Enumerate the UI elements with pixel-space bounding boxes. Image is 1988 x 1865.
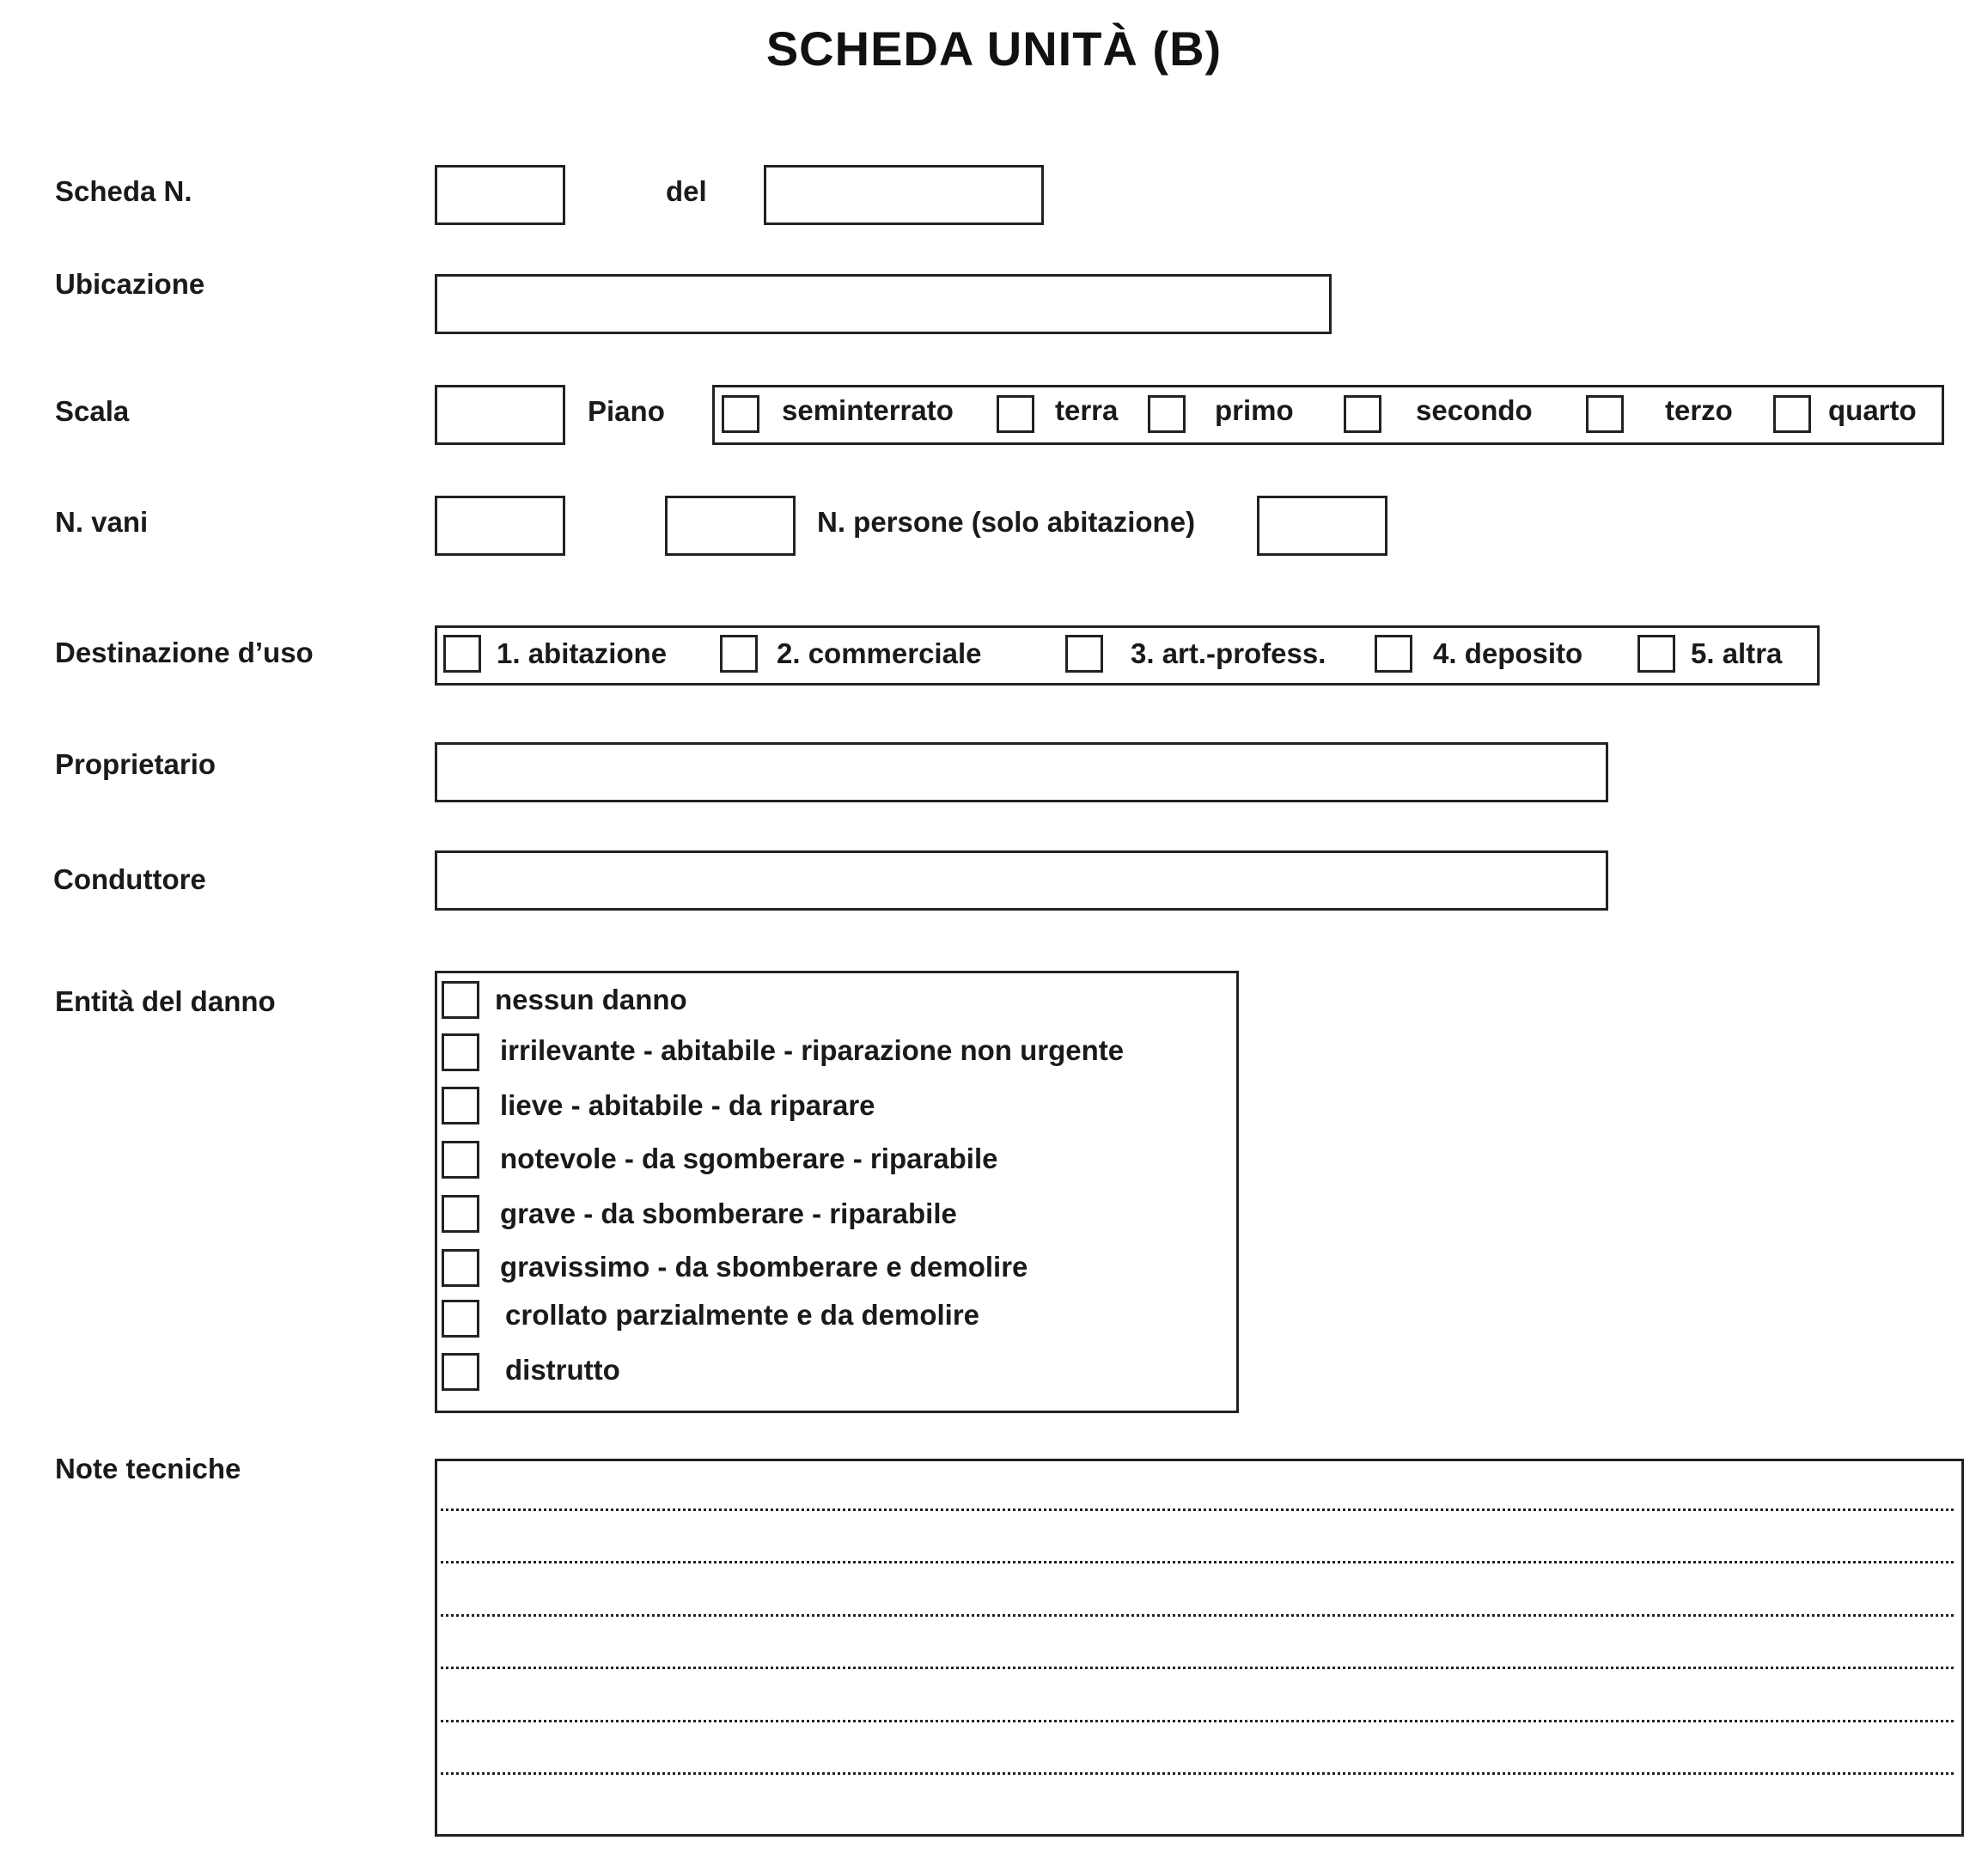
piano-secondo-label: secondo [1416,394,1533,426]
danno-nessun-label: nessun danno [495,984,687,1015]
piano-terzo-label: terzo [1665,394,1733,426]
note-line [435,1561,1954,1563]
danno-notevole-checkbox[interactable] [442,1141,479,1179]
note-line [435,1614,1954,1617]
danno-distrutto-checkbox[interactable] [442,1353,479,1391]
danno-gravissimo-checkbox[interactable] [442,1249,479,1287]
danno-nessun-checkbox[interactable] [442,981,479,1019]
piano-secondo-checkbox[interactable] [1344,395,1381,433]
piano-seminterrato-checkbox[interactable] [722,395,759,433]
scala-field[interactable] [435,385,565,445]
danno-irrilevante-checkbox[interactable] [442,1033,479,1071]
danno-crollato-label: crollato parzialmente e da demolire [505,1299,980,1331]
danno-lieve-label: lieve - abitabile - da riparare [500,1089,875,1121]
scheda-number-label: Scheda N. [55,175,192,207]
destinazione-art-profess-label: 3. art.-profess. [1131,637,1326,669]
n-vani-field[interactable] [435,496,565,556]
piano-primo-label: primo [1215,394,1294,426]
destinazione-deposito-checkbox[interactable] [1375,635,1412,673]
n-persone-field[interactable] [1257,496,1387,556]
date-label: del [666,175,707,207]
page-title: SCHEDA UNITÀ (B) [765,21,1223,76]
danno-notevole-label: notevole - da sgomberare - riparabile [500,1143,998,1174]
destinazione-altra-checkbox[interactable] [1637,635,1675,673]
note-line [435,1772,1954,1775]
piano-terzo-checkbox[interactable] [1586,395,1624,433]
conduttore-field[interactable] [435,850,1608,911]
entita-danno-label: Entità del danno [55,985,276,1017]
danno-crollato-checkbox[interactable] [442,1300,479,1338]
proprietario-field[interactable] [435,742,1608,802]
danno-gravissimo-label: gravissimo - da sbomberare e demolire [500,1251,1028,1283]
ubicazione-label: Ubicazione [55,268,205,300]
destinazione-commerciale-checkbox[interactable] [720,635,758,673]
scheda-number-field[interactable] [435,165,565,225]
ubicazione-field[interactable] [435,274,1332,334]
note-line [435,1508,1954,1511]
piano-seminterrato-label: seminterrato [782,394,954,426]
danno-distrutto-label: distrutto [505,1354,620,1386]
n-vani-label: N. vani [55,506,149,538]
date-field[interactable] [764,165,1044,225]
danno-grave-checkbox[interactable] [442,1195,479,1233]
note-tecniche-field[interactable] [435,1459,1964,1837]
piano-quarto-checkbox[interactable] [1773,395,1811,433]
conduttore-label: Conduttore [53,863,206,895]
destinazione-art-profess-checkbox[interactable] [1065,635,1103,673]
destinazione-commerciale-label: 2. commerciale [777,637,982,669]
scala-label: Scala [55,395,130,427]
destinazione-altra-label: 5. altra [1691,637,1783,669]
proprietario-label: Proprietario [55,748,216,780]
piano-terra-checkbox[interactable] [997,395,1034,433]
note-tecniche-label: Note tecniche [55,1453,241,1484]
piano-quarto-label: quarto [1828,394,1917,426]
piano-primo-checkbox[interactable] [1148,395,1186,433]
note-line [435,1667,1954,1669]
n-persone-label: N. persone (solo abitazione) [817,506,1196,538]
danno-lieve-checkbox[interactable] [442,1087,479,1124]
n-vani-extra-field[interactable] [665,496,796,556]
note-line [435,1720,1954,1722]
danno-irrilevante-label: irrilevante - abitabile - riparazione non urgente [500,1034,1125,1066]
piano-terra-label: terra [1055,394,1119,426]
destinazione-abitazione-label: 1. abitazione [497,637,668,669]
destinazione-label: Destinazione d’uso [55,637,314,668]
danno-grave-label: grave - da sbomberare - riparabile [500,1198,957,1229]
destinazione-deposito-label: 4. deposito [1433,637,1583,669]
piano-label: Piano [588,395,665,427]
destinazione-abitazione-checkbox[interactable] [443,635,481,673]
